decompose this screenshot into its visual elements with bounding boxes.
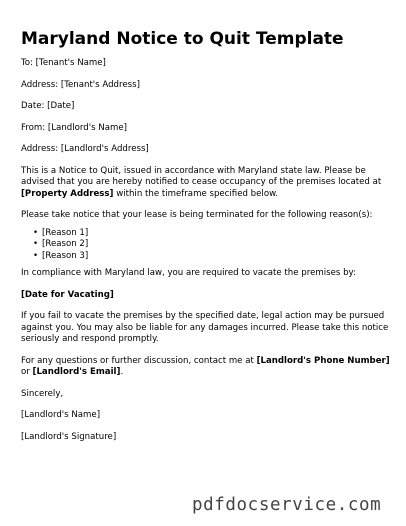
compliance-text: In compliance with Maryland law, you are required to vacate the premises by:	[21, 268, 356, 278]
contact-paragraph	[21, 356, 393, 379]
watermark: pdfdocservice.com	[192, 495, 382, 515]
contact-text: For any questions or further discussion, contact me at	[21, 355, 257, 366]
landlord-email: [Landlord's Email]	[32, 367, 121, 377]
landlord-address-line: Address: [Landlord's Address]	[21, 144, 149, 154]
warning-paragraph: If you fail to vacate the premises by the specified date, legal action may be pursued against you. You may also be liable for any damages incurred. Please take this notice seriously and respond promptly.	[21, 311, 389, 344]
landlord-signature: [Landlord's Signature]	[21, 431, 117, 442]
document-title: Maryland Notice to Quit Template	[21, 29, 344, 49]
list-item: • [Reason 2]	[33, 239, 393, 251]
document-page	[21, 0, 393, 526]
intro-text-end: within the timeframe specified below.	[113, 188, 279, 199]
date-line: Date: [Date]	[21, 101, 75, 111]
list-item: • [Reason 3]	[33, 251, 393, 263]
closing: Sincerely,	[21, 388, 64, 399]
reasons-list	[21, 228, 393, 263]
document-body	[21, 58, 393, 453]
reasons-intro: Please take notice that your lease is being terminated for the following reason(s):	[21, 210, 373, 220]
contact-or: or	[21, 367, 33, 377]
intro-paragraph	[21, 166, 393, 201]
property-address: [Property Address]	[21, 188, 114, 199]
tenant-address-line: Address: [Tenant's Address]	[21, 79, 140, 90]
from-line: From: [Landlord's Name]	[21, 122, 127, 133]
date-for-vacating: [Date for Vacating]	[21, 289, 114, 300]
landlord-name-signature: [Landlord's Name]	[21, 410, 101, 420]
contact-end: .	[120, 367, 124, 377]
landlord-phone: [Landlord's Phone Number]	[256, 355, 390, 366]
intro-text: This is a Notice to Quit, issued in accordance with Maryland state law. Please be advised that you are hereby notified to cease occupancy of the premises located at	[21, 165, 382, 187]
list-item: • [Reason 1]	[33, 228, 393, 240]
date-for-vacating-paragraph	[21, 290, 393, 302]
to-line: To: [Tenant's Name]	[21, 58, 106, 68]
